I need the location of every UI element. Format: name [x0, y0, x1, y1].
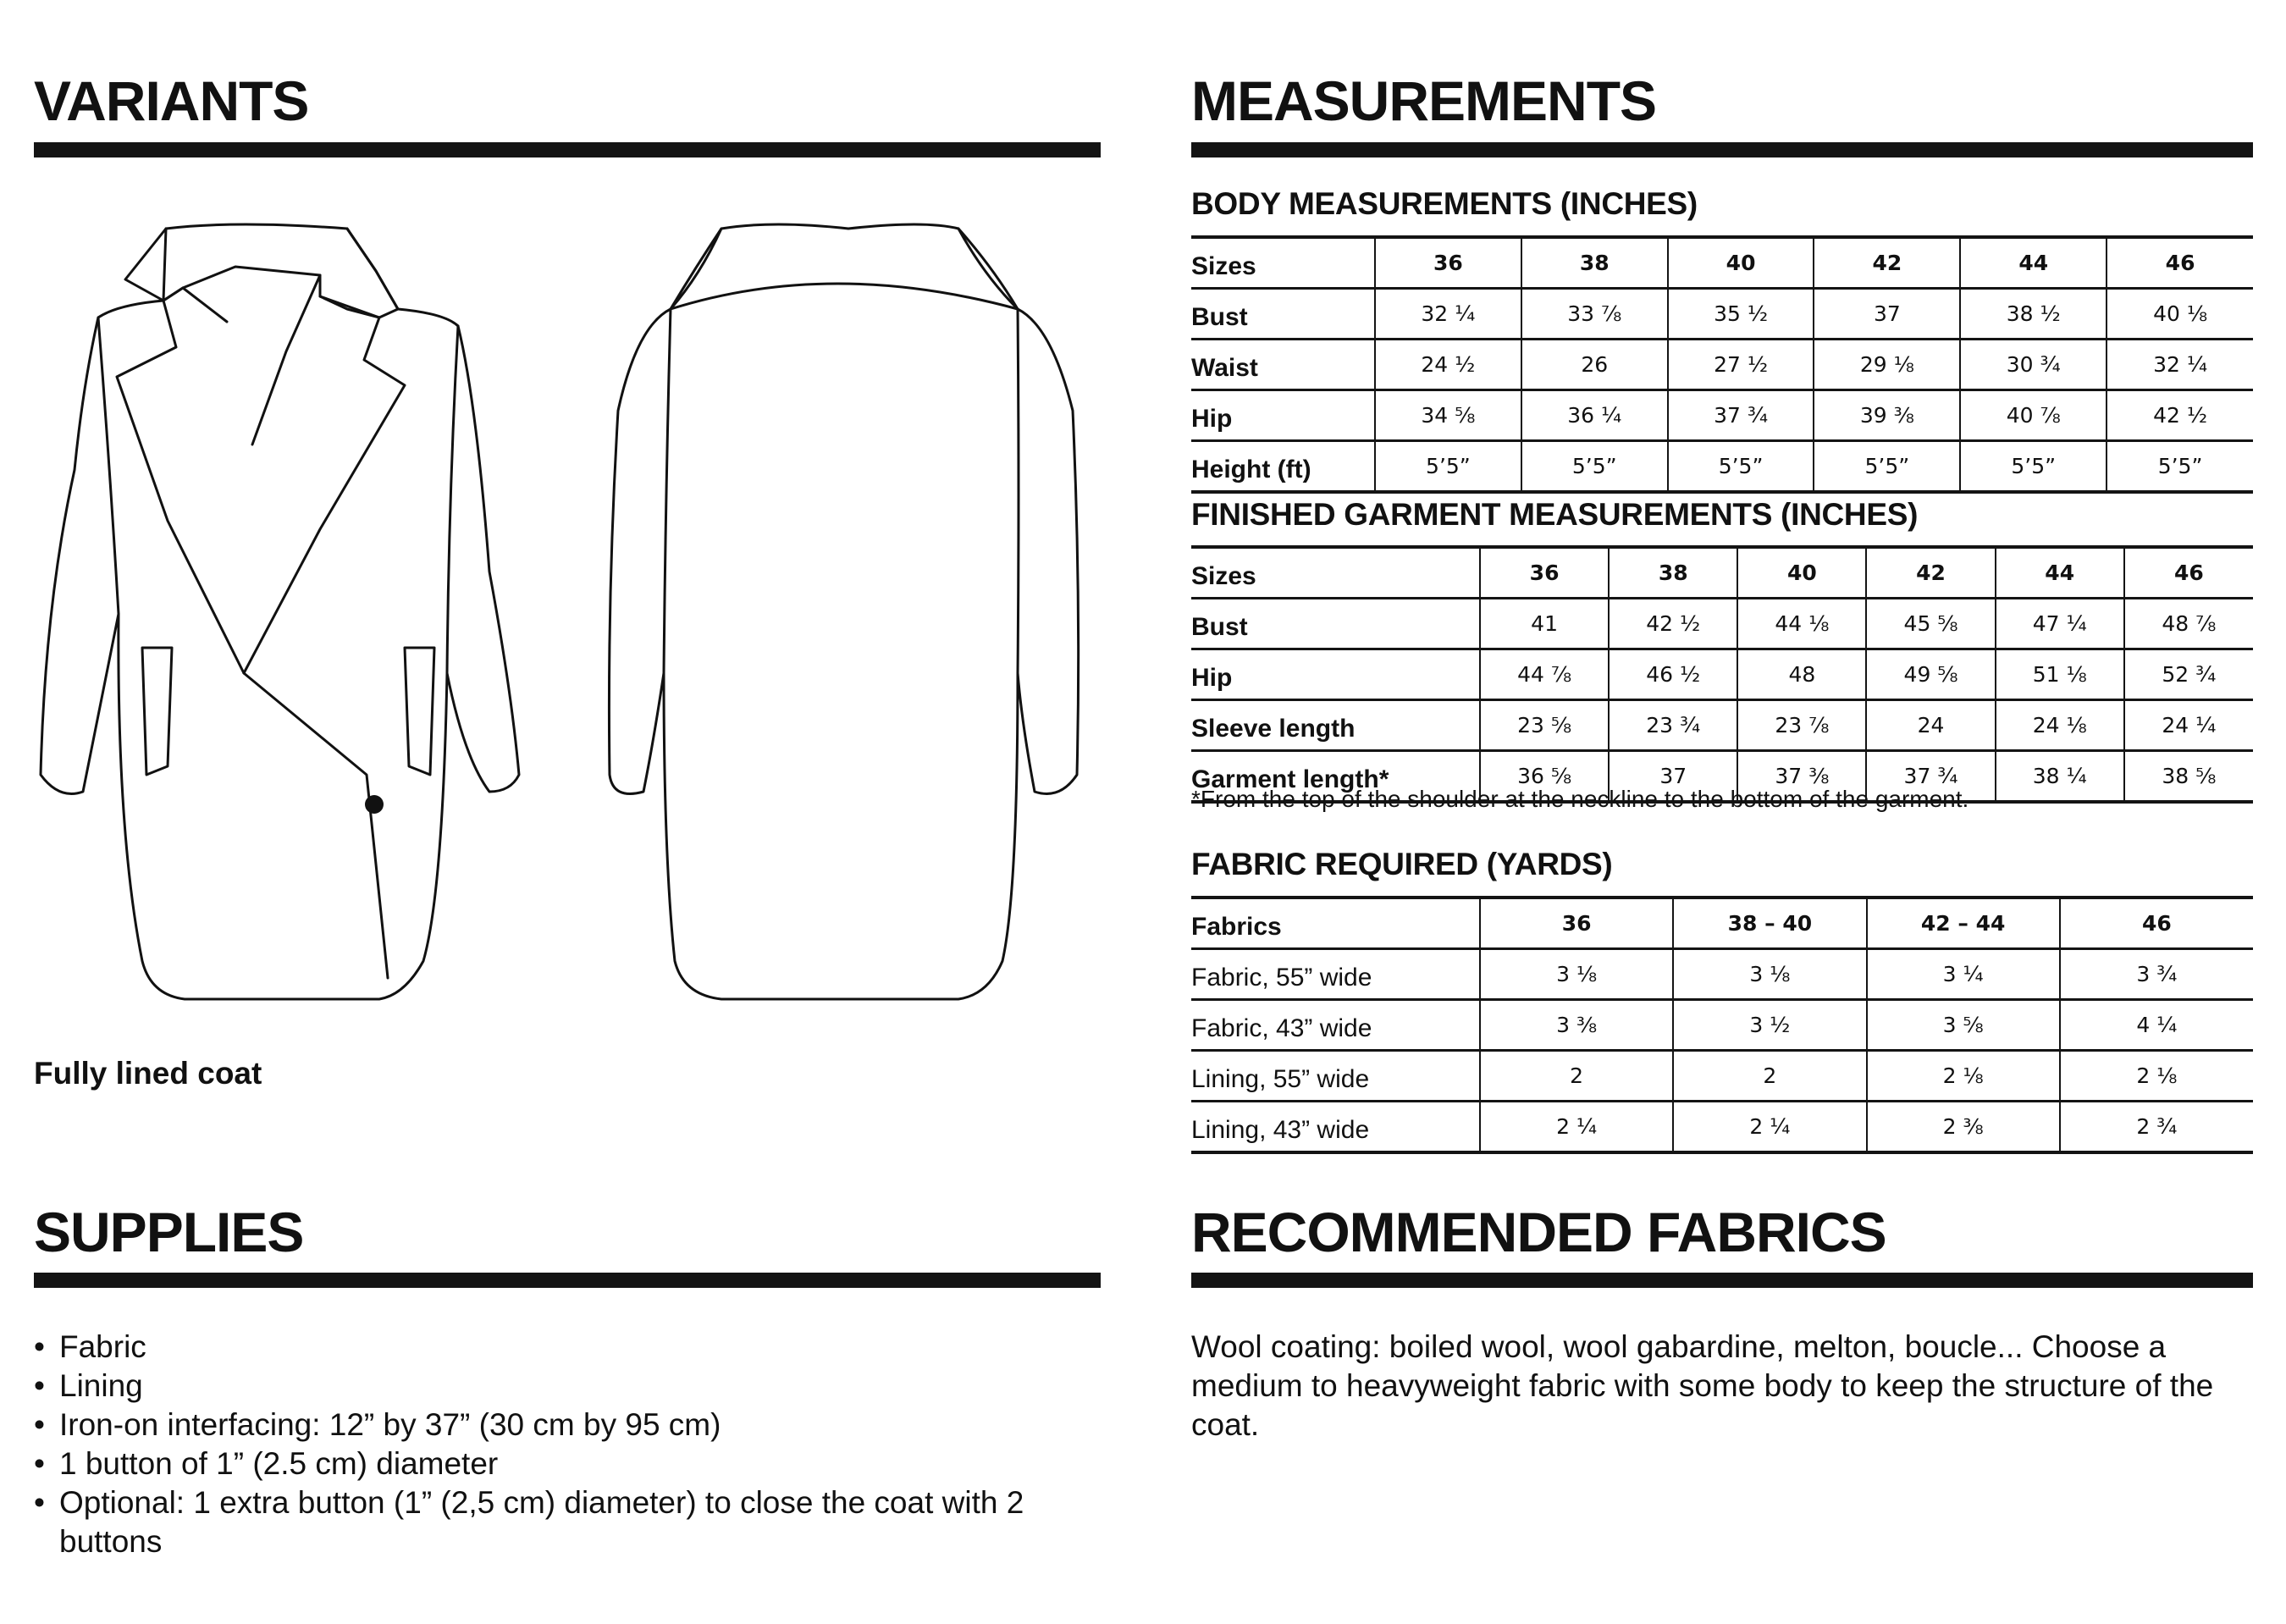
table-cell: 51 ⅛	[1996, 649, 2124, 700]
table-cell: 5’5”	[1814, 441, 1960, 493]
table-cell: 2 ¼	[1480, 1102, 1673, 1153]
table-cell: Lining, 43” wide	[1191, 1102, 1480, 1153]
table-cell: 30 ¾	[1960, 340, 2107, 390]
table-cell: 3 ¼	[1867, 949, 2060, 1000]
table-cell: 36	[1375, 237, 1521, 289]
table-cell: 46	[2107, 237, 2253, 289]
garment-length-footnote: *From the top of the shoulder at the neckline to the bottom of the garment.	[1191, 786, 1969, 812]
table-row	[1191, 700, 2253, 751]
table-cell: 2	[1673, 1051, 1866, 1102]
table-cell: 24	[1866, 700, 1995, 751]
supplies-divider	[34, 1273, 1101, 1288]
table-cell: 40	[1668, 237, 1814, 289]
table-cell: 24 ⅛	[1996, 700, 2124, 751]
table-cell: 37	[1609, 751, 1737, 803]
table-header-row	[1191, 237, 2253, 289]
table-cell: 42 ½	[2107, 390, 2253, 441]
variants-title: VARIANTS	[34, 69, 309, 132]
variant-caption: Fully lined coat	[34, 1056, 262, 1091]
table-cell: 38	[1521, 237, 1668, 289]
table-cell: 44 ⅞	[1480, 649, 1609, 700]
table-cell: 5’5”	[1521, 441, 1668, 493]
table-cell: 26	[1521, 340, 1668, 390]
finished-measurements-table	[1191, 545, 2253, 804]
table-cell: 33 ⅞	[1521, 289, 1668, 340]
table-cell: 23 ⅝	[1480, 700, 1609, 751]
table-cell: 29 ⅛	[1814, 340, 1960, 390]
table-cell: 42 – 44	[1867, 898, 2060, 949]
table-cell: 3 ⅛	[1480, 949, 1673, 1000]
table-row	[1191, 1000, 2253, 1051]
table-cell: 38 ⅝	[2124, 751, 2253, 803]
table-cell: 2 ¾	[2060, 1102, 2253, 1153]
table-cell: 5’5”	[2107, 441, 2253, 493]
table-row	[1191, 441, 2253, 493]
table-cell: Sleeve length	[1191, 700, 1480, 751]
table-cell: 23 ¾	[1609, 700, 1737, 751]
table-cell: 48 ⅞	[2124, 599, 2253, 649]
table-cell: Fabric, 43” wide	[1191, 1000, 1480, 1051]
list-item: • 1 button of 1” (2.5 cm) diameter	[34, 1444, 1075, 1483]
table-cell: Lining, 55” wide	[1191, 1051, 1480, 1102]
table-cell: 3 ⅜	[1480, 1000, 1673, 1051]
measurements-title: MEASUREMENTS	[1191, 69, 1657, 132]
table-cell: 42 ½	[1609, 599, 1737, 649]
table-cell: 42	[1866, 547, 1995, 599]
table-cell: 24 ½	[1375, 340, 1521, 390]
table-cell: 34 ⅝	[1375, 390, 1521, 441]
fabric-required-title: FABRIC REQUIRED (YARDS)	[1191, 847, 1613, 881]
table-cell: 36	[1480, 547, 1609, 599]
table-cell: 32 ¼	[2107, 340, 2253, 390]
table-cell: 49 ⅝	[1866, 649, 1995, 700]
table-cell: 3 ⅝	[1867, 1000, 2060, 1051]
table-cell: 3 ½	[1673, 1000, 1866, 1051]
recommended-fabrics-title: RECOMMENDED FABRICS	[1191, 1201, 1886, 1263]
finished-measurements-title: FINISHED GARMENT MEASUREMENTS (INCHES)	[1191, 497, 1919, 532]
table-header-row	[1191, 547, 2253, 599]
table-cell: 46	[2060, 898, 2253, 949]
body-measurements-title: BODY MEASUREMENTS (INCHES)	[1191, 186, 1698, 221]
table-row	[1191, 599, 2253, 649]
table-cell: Hip	[1191, 649, 1480, 700]
table-cell: Sizes	[1191, 237, 1375, 289]
table-row	[1191, 1102, 2253, 1153]
table-row	[1191, 340, 2253, 390]
table-cell: 36	[1480, 898, 1673, 949]
table-cell: 48	[1737, 649, 1866, 700]
coat-front-illustration	[32, 216, 532, 1012]
table-cell: 5’5”	[1375, 441, 1521, 493]
list-item: • Optional: 1 extra button (1” (2,5 cm) diameter) to close the coat with 2 buttons	[34, 1483, 1075, 1561]
table-cell: Garment length*	[1191, 751, 1480, 803]
list-item: • Iron-on interfacing: 12” by 37” (30 cm by 95 cm)	[34, 1406, 1075, 1444]
button-icon	[365, 795, 384, 814]
table-cell: 38 ¼	[1996, 751, 2124, 803]
list-item: • Lining	[34, 1367, 1075, 1406]
table-row	[1191, 289, 2253, 340]
table-cell: 47 ¼	[1996, 599, 2124, 649]
table-cell: 44	[1960, 237, 2107, 289]
table-cell: 4 ¼	[2060, 1000, 2253, 1051]
table-cell: Sizes	[1191, 547, 1480, 599]
recommended-fabrics-text: Wool coating: boiled wool, wool gabardine, melton, boucle... Choose a medium to heavyweight fabric with some body to keep the structure of the coat.	[1191, 1329, 2214, 1442]
fabric-required-table	[1191, 896, 2253, 1154]
table-cell: 38 ½	[1960, 289, 2107, 340]
table-cell: 37 ¾	[1866, 751, 1995, 803]
table-cell: 37	[1814, 289, 1960, 340]
table-cell: 32 ¼	[1375, 289, 1521, 340]
table-cell: 45 ⅝	[1866, 599, 1995, 649]
table-cell: 5’5”	[1960, 441, 2107, 493]
measurements-divider	[1191, 142, 2253, 157]
table-cell: 23 ⅞	[1737, 700, 1866, 751]
table-cell: Bust	[1191, 599, 1480, 649]
table-cell: 44	[1996, 547, 2124, 599]
table-cell: 5’5”	[1668, 441, 1814, 493]
table-cell: Waist	[1191, 340, 1375, 390]
table-cell: 36 ¼	[1521, 390, 1668, 441]
table-cell: 2 ⅛	[2060, 1051, 2253, 1102]
recommended-fabrics-divider	[1191, 1273, 2253, 1288]
supplies-title: SUPPLIES	[34, 1201, 304, 1263]
table-cell: 2 ⅜	[1867, 1102, 2060, 1153]
table-cell: 52 ¾	[2124, 649, 2253, 700]
table-cell: 40 ⅛	[2107, 289, 2253, 340]
table-cell: 27 ½	[1668, 340, 1814, 390]
table-cell: 38	[1609, 547, 1737, 599]
table-cell: 2 ⅛	[1867, 1051, 2060, 1102]
table-cell: Bust	[1191, 289, 1375, 340]
table-cell: Fabric, 55” wide	[1191, 949, 1480, 1000]
table-cell: 3 ¾	[2060, 949, 2253, 1000]
table-row	[1191, 390, 2253, 441]
table-cell: 39 ⅜	[1814, 390, 1960, 441]
table-cell: 42	[1814, 237, 1960, 289]
table-cell: 38 – 40	[1673, 898, 1866, 949]
table-cell: 46 ½	[1609, 649, 1737, 700]
table-cell: 40 ⅞	[1960, 390, 2107, 441]
table-cell: Fabrics	[1191, 898, 1480, 949]
supplies-list	[34, 1328, 1075, 1561]
table-cell: 35 ½	[1668, 289, 1814, 340]
table-cell: 2 ¼	[1673, 1102, 1866, 1153]
table-header-row	[1191, 898, 2253, 949]
table-cell: 37 ¾	[1668, 390, 1814, 441]
table-cell: 41	[1480, 599, 1609, 649]
body-measurements-table	[1191, 235, 2253, 494]
table-row	[1191, 949, 2253, 1000]
table-cell: 44 ⅛	[1737, 599, 1866, 649]
table-row	[1191, 649, 2253, 700]
table-cell: 37 ⅜	[1737, 751, 1866, 803]
list-item: • Fabric	[34, 1328, 1075, 1367]
table-cell: 46	[2124, 547, 2253, 599]
table-cell: 3 ⅛	[1673, 949, 1866, 1000]
table-cell: 36 ⅝	[1480, 751, 1609, 803]
table-row	[1191, 1051, 2253, 1102]
table-cell: Hip	[1191, 390, 1375, 441]
coat-back-illustration	[603, 216, 1085, 1012]
table-cell: 40	[1737, 547, 1866, 599]
variants-divider	[34, 142, 1101, 157]
table-cell: 2	[1480, 1051, 1673, 1102]
table-cell: 24 ¼	[2124, 700, 2253, 751]
table-cell: Height (ft)	[1191, 441, 1375, 493]
